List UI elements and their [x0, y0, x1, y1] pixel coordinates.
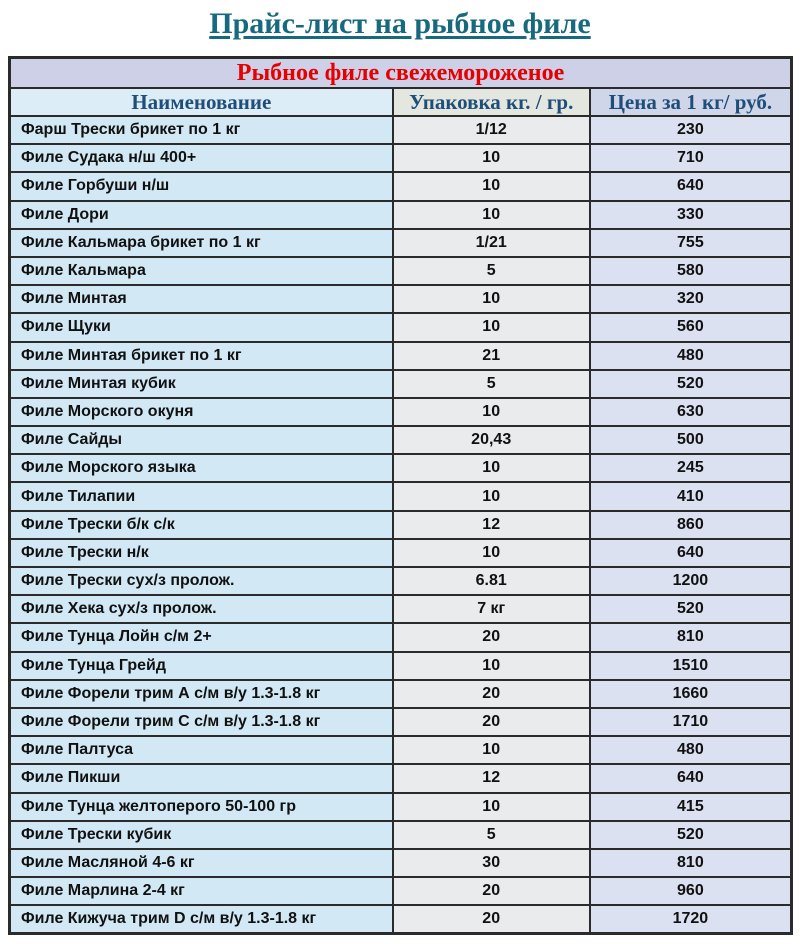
price-cell: 520: [590, 370, 792, 398]
package-cell: 12: [393, 764, 590, 792]
package-cell: 10: [393, 144, 590, 172]
package-cell: 10: [393, 313, 590, 341]
package-cell: 20,43: [393, 426, 590, 454]
package-cell: 10: [393, 652, 590, 680]
product-name-cell: Филе Масляной 4-6 кг: [10, 849, 393, 877]
price-cell: 480: [590, 342, 792, 370]
table-row: [10, 482, 792, 510]
table-row: [10, 144, 792, 172]
table-row: [10, 426, 792, 454]
package-cell: 21: [393, 342, 590, 370]
table-row: [10, 285, 792, 313]
package-cell: 7 кг: [393, 595, 590, 623]
table-row: [10, 680, 792, 708]
product-name-cell: Филе Тунца Лойн с/м 2+: [10, 623, 393, 651]
package-cell: 5: [393, 370, 590, 398]
price-table: [8, 56, 793, 935]
product-name-cell: Филе Тунца Грейд: [10, 652, 393, 680]
price-cell: 640: [590, 764, 792, 792]
product-name-cell: Филе Форели трим А с/м в/у 1.3-1.8 кг: [10, 680, 393, 708]
price-cell: 1710: [590, 708, 792, 736]
price-cell: 960: [590, 877, 792, 905]
product-name-cell: Фарш Трески брикет по 1 кг: [10, 116, 393, 144]
product-name-cell: Филе Сайды: [10, 426, 393, 454]
table-banner-row: [10, 58, 792, 89]
price-cell: 640: [590, 539, 792, 567]
product-name-cell: Филе Тунца желтоперого 50-100 гр: [10, 793, 393, 821]
package-cell: 20: [393, 877, 590, 905]
price-cell: 810: [590, 623, 792, 651]
package-cell: 10: [393, 454, 590, 482]
package-cell: 10: [393, 201, 590, 229]
package-cell: 10: [393, 482, 590, 510]
table-row: [10, 313, 792, 341]
product-name-cell: Филе Судака н/ш 400+: [10, 144, 393, 172]
product-name-cell: Филе Дори: [10, 201, 393, 229]
package-cell: 10: [393, 793, 590, 821]
package-cell: 30: [393, 849, 590, 877]
product-name-cell: Филе Минтая брикет по 1 кг: [10, 342, 393, 370]
price-cell: 810: [590, 849, 792, 877]
product-name-cell: Филе Палтуса: [10, 736, 393, 764]
product-name-cell: Филе Минтая: [10, 285, 393, 313]
product-name-cell: Филе Трески кубик: [10, 821, 393, 849]
price-cell: 330: [590, 201, 792, 229]
price-cell: 630: [590, 398, 792, 426]
table-row: [10, 821, 792, 849]
price-cell: 520: [590, 595, 792, 623]
price-cell: 640: [590, 172, 792, 200]
product-name-cell: Филе Хека сух/з пролож.: [10, 595, 393, 623]
product-name-cell: Филе Пикши: [10, 764, 393, 792]
column-header-price: Цена за 1 кг/ руб.: [590, 88, 792, 116]
table-row: [10, 623, 792, 651]
package-cell: 10: [393, 736, 590, 764]
product-name-cell: Филе Кижуча трим D с/м в/у 1.3-1.8 кг: [10, 905, 393, 934]
product-name-cell: Филе Горбуши н/ш: [10, 172, 393, 200]
package-cell: 5: [393, 257, 590, 285]
table-row: [10, 201, 792, 229]
package-cell: 20: [393, 680, 590, 708]
table-row: [10, 595, 792, 623]
table-row: [10, 849, 792, 877]
table-row: [10, 511, 792, 539]
price-cell: 560: [590, 313, 792, 341]
price-cell: 245: [590, 454, 792, 482]
package-cell: 5: [393, 821, 590, 849]
table-row: [10, 116, 792, 144]
table-row: [10, 877, 792, 905]
table-row: [10, 342, 792, 370]
table-row: [10, 652, 792, 680]
price-cell: 1510: [590, 652, 792, 680]
price-cell: 1660: [590, 680, 792, 708]
table-row: [10, 454, 792, 482]
price-cell: 480: [590, 736, 792, 764]
product-name-cell: Филе Трески б/к с/к: [10, 511, 393, 539]
page-title: [0, 0, 800, 41]
column-header-pack: Упаковка кг. / гр.: [393, 88, 590, 116]
table-body: [10, 116, 792, 934]
table-row: [10, 398, 792, 426]
table-row: [10, 764, 792, 792]
table-row: [10, 905, 792, 934]
product-name-cell: Филе Морского окуня: [10, 398, 393, 426]
product-name-cell: Филе Трески н/к: [10, 539, 393, 567]
column-header-row: [10, 88, 792, 116]
package-cell: 6.81: [393, 567, 590, 595]
price-cell: 710: [590, 144, 792, 172]
package-cell: 20: [393, 708, 590, 736]
column-header-name: Наименование: [10, 88, 393, 116]
page-title-text: Прайс-лист на рыбное филе: [209, 7, 591, 40]
package-cell: 10: [393, 398, 590, 426]
price-cell: 320: [590, 285, 792, 313]
package-cell: 20: [393, 905, 590, 934]
price-cell: 1720: [590, 905, 792, 934]
table-row: [10, 539, 792, 567]
price-cell: 860: [590, 511, 792, 539]
price-cell: 580: [590, 257, 792, 285]
price-cell: 755: [590, 229, 792, 257]
price-cell: 415: [590, 793, 792, 821]
package-cell: 10: [393, 172, 590, 200]
package-cell: 12: [393, 511, 590, 539]
table-row: [10, 257, 792, 285]
price-cell: 500: [590, 426, 792, 454]
product-name-cell: Филе Кальмара: [10, 257, 393, 285]
table-row: [10, 172, 792, 200]
price-cell: 1200: [590, 567, 792, 595]
product-name-cell: Филе Форели трим С с/м в/у 1.3-1.8 кг: [10, 708, 393, 736]
package-cell: 10: [393, 539, 590, 567]
table-row: [10, 708, 792, 736]
product-name-cell: Филе Щуки: [10, 313, 393, 341]
package-cell: 1/21: [393, 229, 590, 257]
table-row: [10, 793, 792, 821]
product-name-cell: Филе Тилапии: [10, 482, 393, 510]
product-name-cell: Филе Трески сух/з пролож.: [10, 567, 393, 595]
product-name-cell: Филе Кальмара брикет по 1 кг: [10, 229, 393, 257]
package-cell: 10: [393, 285, 590, 313]
table-row: [10, 736, 792, 764]
package-cell: 20: [393, 623, 590, 651]
product-name-cell: Филе Минтая кубик: [10, 370, 393, 398]
package-cell: 1/12: [393, 116, 590, 144]
price-cell: 410: [590, 482, 792, 510]
price-cell: 520: [590, 821, 792, 849]
price-cell: 230: [590, 116, 792, 144]
table-row: [10, 229, 792, 257]
table-row: [10, 567, 792, 595]
product-name-cell: Филе Морского языка: [10, 454, 393, 482]
table-row: [10, 370, 792, 398]
table-banner: Рыбное филе свежемороженое: [10, 58, 792, 89]
product-name-cell: Филе Марлина 2-4 кг: [10, 877, 393, 905]
